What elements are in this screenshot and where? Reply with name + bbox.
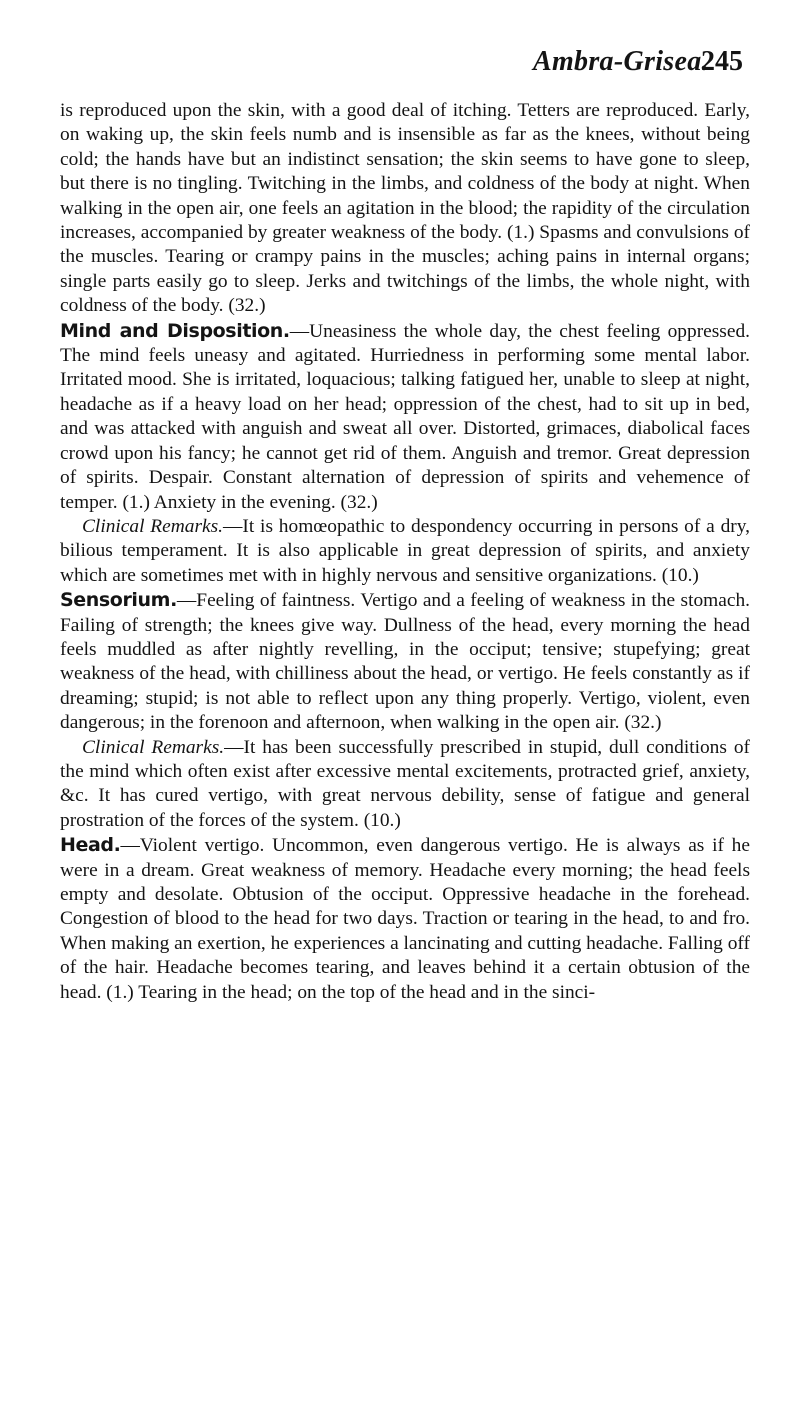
paragraph-text: —It has been successfully prescribed in stupid, dull conditions of the mind which often exist after excessive mental excitements, protracted grief, anxiety, &c. It has cured vertigo, with great nervous debility, sense of fatigue and general prostration of the forces of the system. (10.) xyxy=(60,736,750,831)
subsection-heading: Clinical Remarks. xyxy=(82,736,225,758)
paragraph-continued xyxy=(60,99,750,319)
page-number: 245 xyxy=(701,46,743,77)
paragraph-text: —Violent vertigo. Uncommon, even dangerous vertigo. He is always as if he were in a dream. Great weakness of memory. Headache every morning; the head feels empty and desolate. Obtusion of the occiput. Oppressive headache in the forehead. Congestion of blood to the head for two days. Traction or tearing in the head, to and fro. When making an exertion, he experiences a lancinating and cutting headache. Falling off of the hair. Headache becomes tearing, and leaves behind it a certain obtusion of the head. (1.) Tearing in the head; on the top of the head and in the sinci- xyxy=(60,835,750,1003)
paragraph-text: —It is homœopathic to despondency occurring in persons of a dry, bilious temperament. It is also applicable in great depression of spirits, and anxiety which are sometimes met with in highly nervous and sensitive organizations. (10.) xyxy=(60,515,750,586)
section-heading: Sensorium. xyxy=(60,589,177,612)
section-sensorium xyxy=(60,588,750,735)
paragraph-text: —Feeling of faintness. Vertigo and a feeling of weakness in the stomach. Failing of strength; the knees give way. Dullness of the head, every morning the head feels muddled as after nightly revelling, in the occiput; tensive; stupefying; great weakness of the head, with chilliness about the head, or vertigo. He feels constantly as if dreaming; stupid; is not able to reflect upon any thing properly. Vertigo, violent, even dangerous; in the forenoon and afternoon, when walking in the open air. (32.) xyxy=(60,590,750,734)
section-head xyxy=(60,833,750,1005)
body-text xyxy=(60,99,750,1005)
section-mind-and-disposition xyxy=(60,319,750,515)
paragraph-text: —Uneasiness the whole day, the chest feeling oppressed. The mind feels uneasy and agitated. Hurriedness in performing some mental labor. Irritated mood. She is irritated, loquacious; talking fatigued her, unable to sleep at night, headache as if a heavy load on her head; oppression of the chest, had to sit up in bed, and was attacked with anguish and sweat all over. Distorted, grimaces, diabolical faces crowd upon his fancy; he cannot get rid of them. Anguish and tremor. Great depression of spirits. Despair. Constant alternation of depression of spirits and vehemence of temper. (1.) Anxiety in the evening. (32.) xyxy=(60,320,750,513)
clinical-remarks-mind xyxy=(60,515,750,588)
page-header xyxy=(533,46,743,86)
paragraph-text: is reproduced upon the skin, with a good deal of itching. Tetters are reproduced. Early, on waking up, the skin feels numb and is insensible as far as the knees, without being cold; the hands have but an indistinct sensation; the skin seems to have gone to sleep, but there is no tingling. Twitching in the limbs, and coldness of the body at night. When walking in the open air, one feels an agitation in the blood; the rapidity of the circulation increases, accompanied by greater weakness of the body. (1.) Spasms and convulsions of the muscles. Tearing or crampy pains in the muscles; aching pains in internal organs; single parts easily go to sleep. Jerks and twitchings of the limbs, the whole night, with coldness of the body. (32.) xyxy=(60,100,750,317)
section-heading: Mind and Disposition. xyxy=(60,319,290,342)
running-title: Ambra-Grisea. xyxy=(533,46,709,77)
section-heading: Head. xyxy=(60,834,121,857)
clinical-remarks-sensorium xyxy=(60,736,750,834)
subsection-heading: Clinical Remarks. xyxy=(82,515,223,537)
